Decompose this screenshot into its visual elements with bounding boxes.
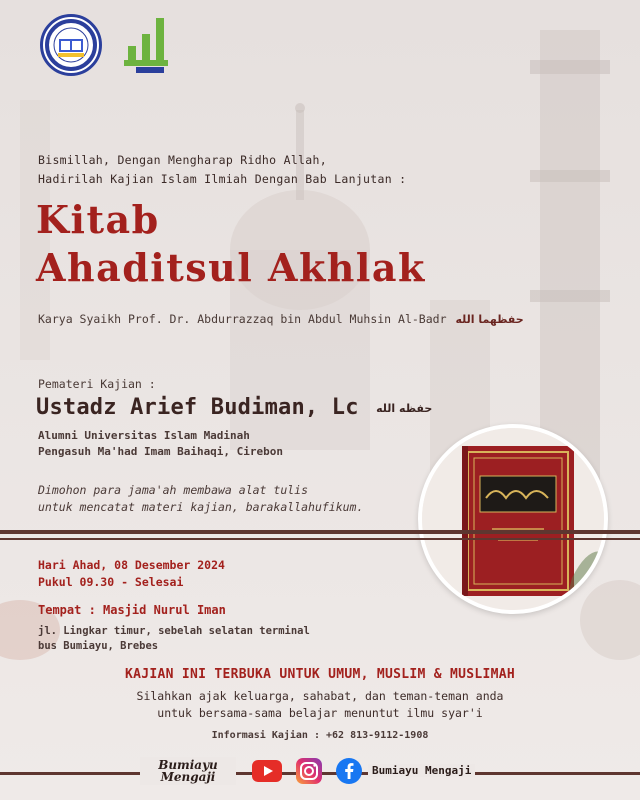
event-date: Hari Ahad, 08 Desember 2024 <box>38 558 225 572</box>
event-datetime <box>38 557 225 591</box>
speaker-label: Pemateri Kajian : <box>38 377 156 391</box>
intro-text <box>38 151 406 189</box>
book-image <box>418 424 608 614</box>
author-honorific: حفظهما الله <box>455 313 524 326</box>
invitation-line-1: Silahkan ajak keluarga, sahabat, dan teman-teman anda <box>136 689 504 703</box>
notice-line-1: Dimohon para jama'ah membawa alat tulis <box>38 483 309 497</box>
organization-logo <box>40 14 102 76</box>
instagram-icon[interactable] <box>296 758 322 784</box>
invitation-line-2: untuk bersama-sama belajar menuntut ilmu syar'i <box>157 706 483 720</box>
speaker-role: Pengasuh Ma'had Imam Baihaqi, Cirebon <box>38 445 284 458</box>
address-line-1: jl. Lingkar timur, sebelah selatan terminal <box>38 625 310 637</box>
speaker-honorific: حفظه الله <box>376 401 433 415</box>
notice-line-2: untuk mencatat materi kajian, barakallahufikum. <box>38 500 364 514</box>
event-venue: Tempat : Masjid Nurul Iman <box>38 603 226 617</box>
contact-info: Informasi Kajian : +62 813-9112-1908 <box>211 730 429 741</box>
speaker-name: Ustadz Arief Budiman, Lc <box>36 395 359 420</box>
open-announcement: KAJIAN INI TERBUKA UNTUK UMUM, MUSLIM & MUSLIMAH <box>124 667 516 682</box>
event-time: Pukul 09.30 - Selesai <box>38 575 184 589</box>
title-line-1: Kitab <box>36 197 160 242</box>
brand-line-2: Mengaji <box>160 770 216 784</box>
brand-logo <box>140 757 236 785</box>
intro-line-2: Hadirilah Kajian Islam Ilmiah Dengan Bab Lanjutan : <box>38 172 407 186</box>
address-line-2: bus Bumiayu, Brebes <box>38 640 159 652</box>
notice-text <box>38 482 363 516</box>
page-title <box>36 196 426 292</box>
speaker-alumni: Alumni Universitas Islam Madinah <box>38 429 250 442</box>
section-divider-top <box>0 530 640 534</box>
youtube-icon[interactable] <box>252 760 282 782</box>
author-text: Karya Syaikh Prof. Dr. Abdurrazzaq bin Abdul Muhsin Al-Badr <box>38 312 447 326</box>
section-divider-thin <box>0 538 640 540</box>
title-line-2: Ahaditsul Akhlak <box>36 245 426 290</box>
intro-line-1: Bismillah, Dengan Mengharap Ridho Allah, <box>38 153 327 167</box>
mosque-logo <box>118 14 178 76</box>
invitation-text <box>0 688 640 722</box>
brand-line-1: Bumiayu <box>158 758 218 772</box>
facebook-page-name[interactable]: Bumiayu Mengaji <box>368 764 475 777</box>
facebook-icon[interactable] <box>336 758 362 784</box>
logos <box>40 14 178 76</box>
speaker-details <box>38 428 283 460</box>
speaker-name-line <box>36 395 432 420</box>
author-line <box>38 312 524 326</box>
event-address <box>38 624 310 654</box>
